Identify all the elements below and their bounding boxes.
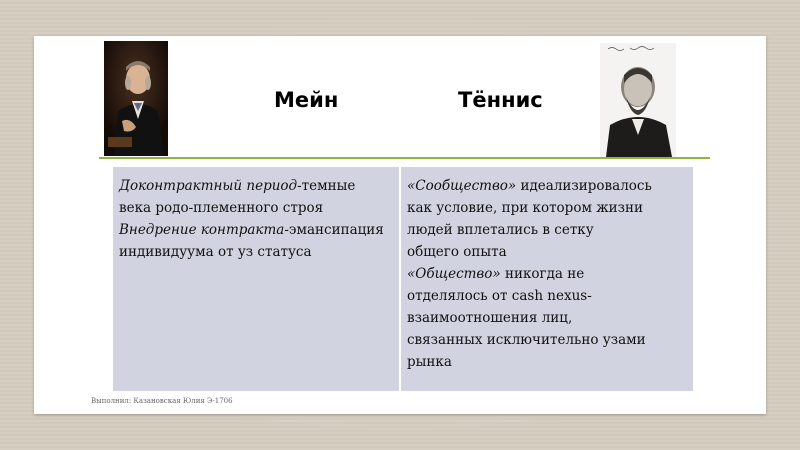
maine-term-pre-contract: Доконтрактный период [119,178,298,194]
maine-line-1-rest: -темные [297,178,356,194]
maine-portrait-image [104,41,168,156]
tonnies-line-8: связанных исключительно узами [407,332,646,348]
maine-term-contract: Внедрение контракта [119,222,285,238]
tonnies-line-7: взаимоотношения лиц, [407,310,573,326]
tonnies-term-community: «Сообщество» [407,178,517,194]
tonnies-line-5 [407,263,687,285]
maine-line-2: века родо-племенного строя [119,200,324,216]
maine-line-3 [119,219,393,241]
tonnies-portrait-image [600,43,676,157]
tonnies-line-2: как условие, при котором жизни [407,200,644,216]
tonnies-line-5-rest: никогда не [500,266,585,282]
comparison-table [113,167,693,391]
tonnies-line-1 [407,175,687,197]
tonnies-line-1-rest: идеализировалось [516,178,652,194]
maine-line-3-rest: -эмансипация [284,222,384,238]
accent-divider [99,157,710,159]
maine-name-label: Мейн [274,88,339,112]
tonnies-term-society: «Общество» [407,266,501,282]
tonnies-column-cell [401,167,693,391]
maine-column-cell [113,167,401,391]
tonnies-line-4: общего опыта [407,244,507,260]
tonnies-line-9: рынка [407,354,452,370]
tonnies-line-3: людей вплетались в сетку [407,222,594,238]
maine-line-1 [119,175,393,197]
maine-line-4: индивидуума от уз статуса [119,244,312,260]
tonnies-line-6: отделялось от cash nexus- [407,288,592,304]
tonnies-name-label: Тённис [458,88,543,112]
author-credit: Выполнил: Казановская Юлия Э-1706 [91,397,233,405]
